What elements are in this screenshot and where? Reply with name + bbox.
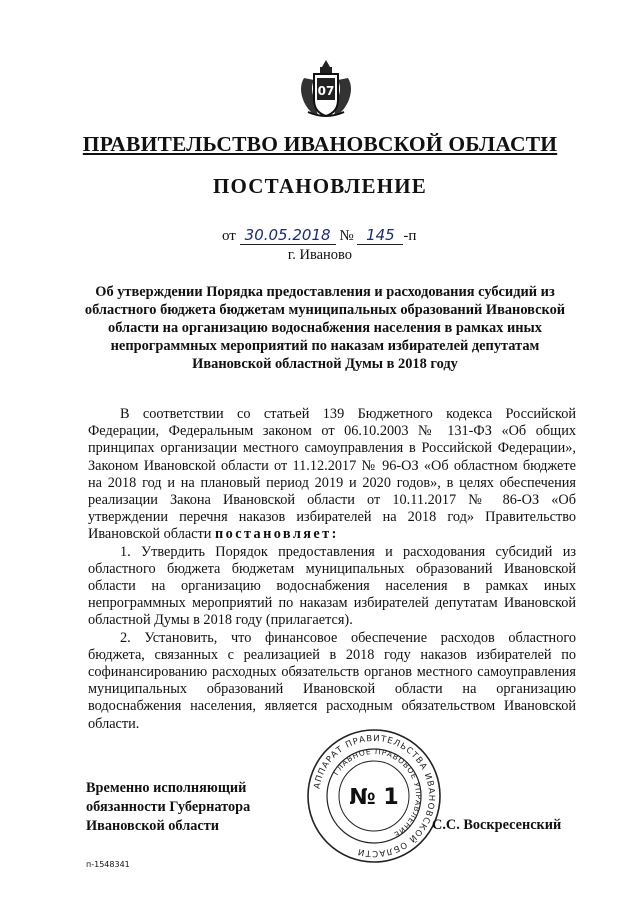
legal-department-stamp xyxy=(305,727,443,865)
document-type: ПОСТАНОВЛЕНИЕ xyxy=(212,174,428,198)
stamp-number: № 1 xyxy=(349,785,399,810)
decree-body xyxy=(88,406,576,733)
decree-colon: : xyxy=(331,526,337,543)
decree-word: постановляет xyxy=(215,526,332,543)
number-sign: № xyxy=(339,228,354,244)
decree-number: 145 xyxy=(357,226,403,245)
number-suffix: -п xyxy=(403,228,417,244)
stamp-inner-text: ГЛАВНОЕ ПРАВОВОЕ УПРАВЛЕНИЕ xyxy=(331,746,424,840)
document-id: п-1548341 xyxy=(86,860,130,869)
coat-of-arms-icon xyxy=(296,58,356,120)
svg-text:07: 07 xyxy=(317,84,335,98)
decree-date: 30.05.2018 xyxy=(240,226,336,245)
signer-position-line-2: обязанности Губернатора xyxy=(86,799,251,815)
decree-number-line xyxy=(222,226,416,245)
signer-position-line-1: Временно исполняющий xyxy=(86,780,247,796)
signer-name: С.С. Воскресенский xyxy=(432,817,562,833)
item-1-paragraph: 1. Утвердить Порядок предоставления и расходования субсидий из областного бюджета бюджетам муниципальных образований Ивановской области на организацию водоснабжения населения в рамках иных непрограммных мероприятий по наказам избирателей депутатам Ивановской областной Думы в 2018 году (прилагается). xyxy=(88,543,576,629)
signer-position-line-3: Ивановской области xyxy=(86,818,219,834)
preamble-text: В соответствии со статьей 139 Бюджетного кодекса Российской Федерации, Федеральным законом от 06.10.2003 № 131-ФЗ «Об общих принципах организации местного самоуправления в Российской Федерации», Законом Ивановской области от 11.12.2017 № 96-ОЗ «Об областном бюджете на 2018 год и на плановый период 2019 и 2020 годов», в целях обеспечения реализации Закона Ивановской области от 10.11.2017 № 86-ОЗ «Об утверждении перечня наказов избирателей на 2018 год» Правительство Ивановской области xyxy=(88,406,576,543)
stamp-ring-text: АППАРАТ ПРАВИТЕЛЬСТВА ИВАНОВСКОЙ ОБЛАСТИ xyxy=(312,733,437,859)
government-title: ПРАВИТЕЛЬСТВО ИВАНОВСКОЙ ОБЛАСТИ xyxy=(82,132,558,156)
date-prefix: от xyxy=(222,228,236,244)
item-2-paragraph: 2. Установить, что финансовое обеспечение расходов областного бюджета, связанных с реализацией в 2018 году наказов избирателей по софинансированию расходных обязательств органов местного самоуправления муниципальных образований Ивановской области на организацию водоснабжения населения, является расходным обязательством Ивановской области. xyxy=(88,629,576,732)
preamble-paragraph xyxy=(88,406,576,544)
city: г. Иваново xyxy=(287,247,353,263)
signer-position xyxy=(86,779,250,836)
decree-subject: Об утверждении Порядка предоставления и расходования субсидий из областного бюджета бюджетам муниципальных образований Ивановской области на организацию водоснабжения населения в рамках иных непрограммных мероприятий по наказам избирателей депутатам Ивановской областной Думы в 2018 году xyxy=(84,284,566,372)
